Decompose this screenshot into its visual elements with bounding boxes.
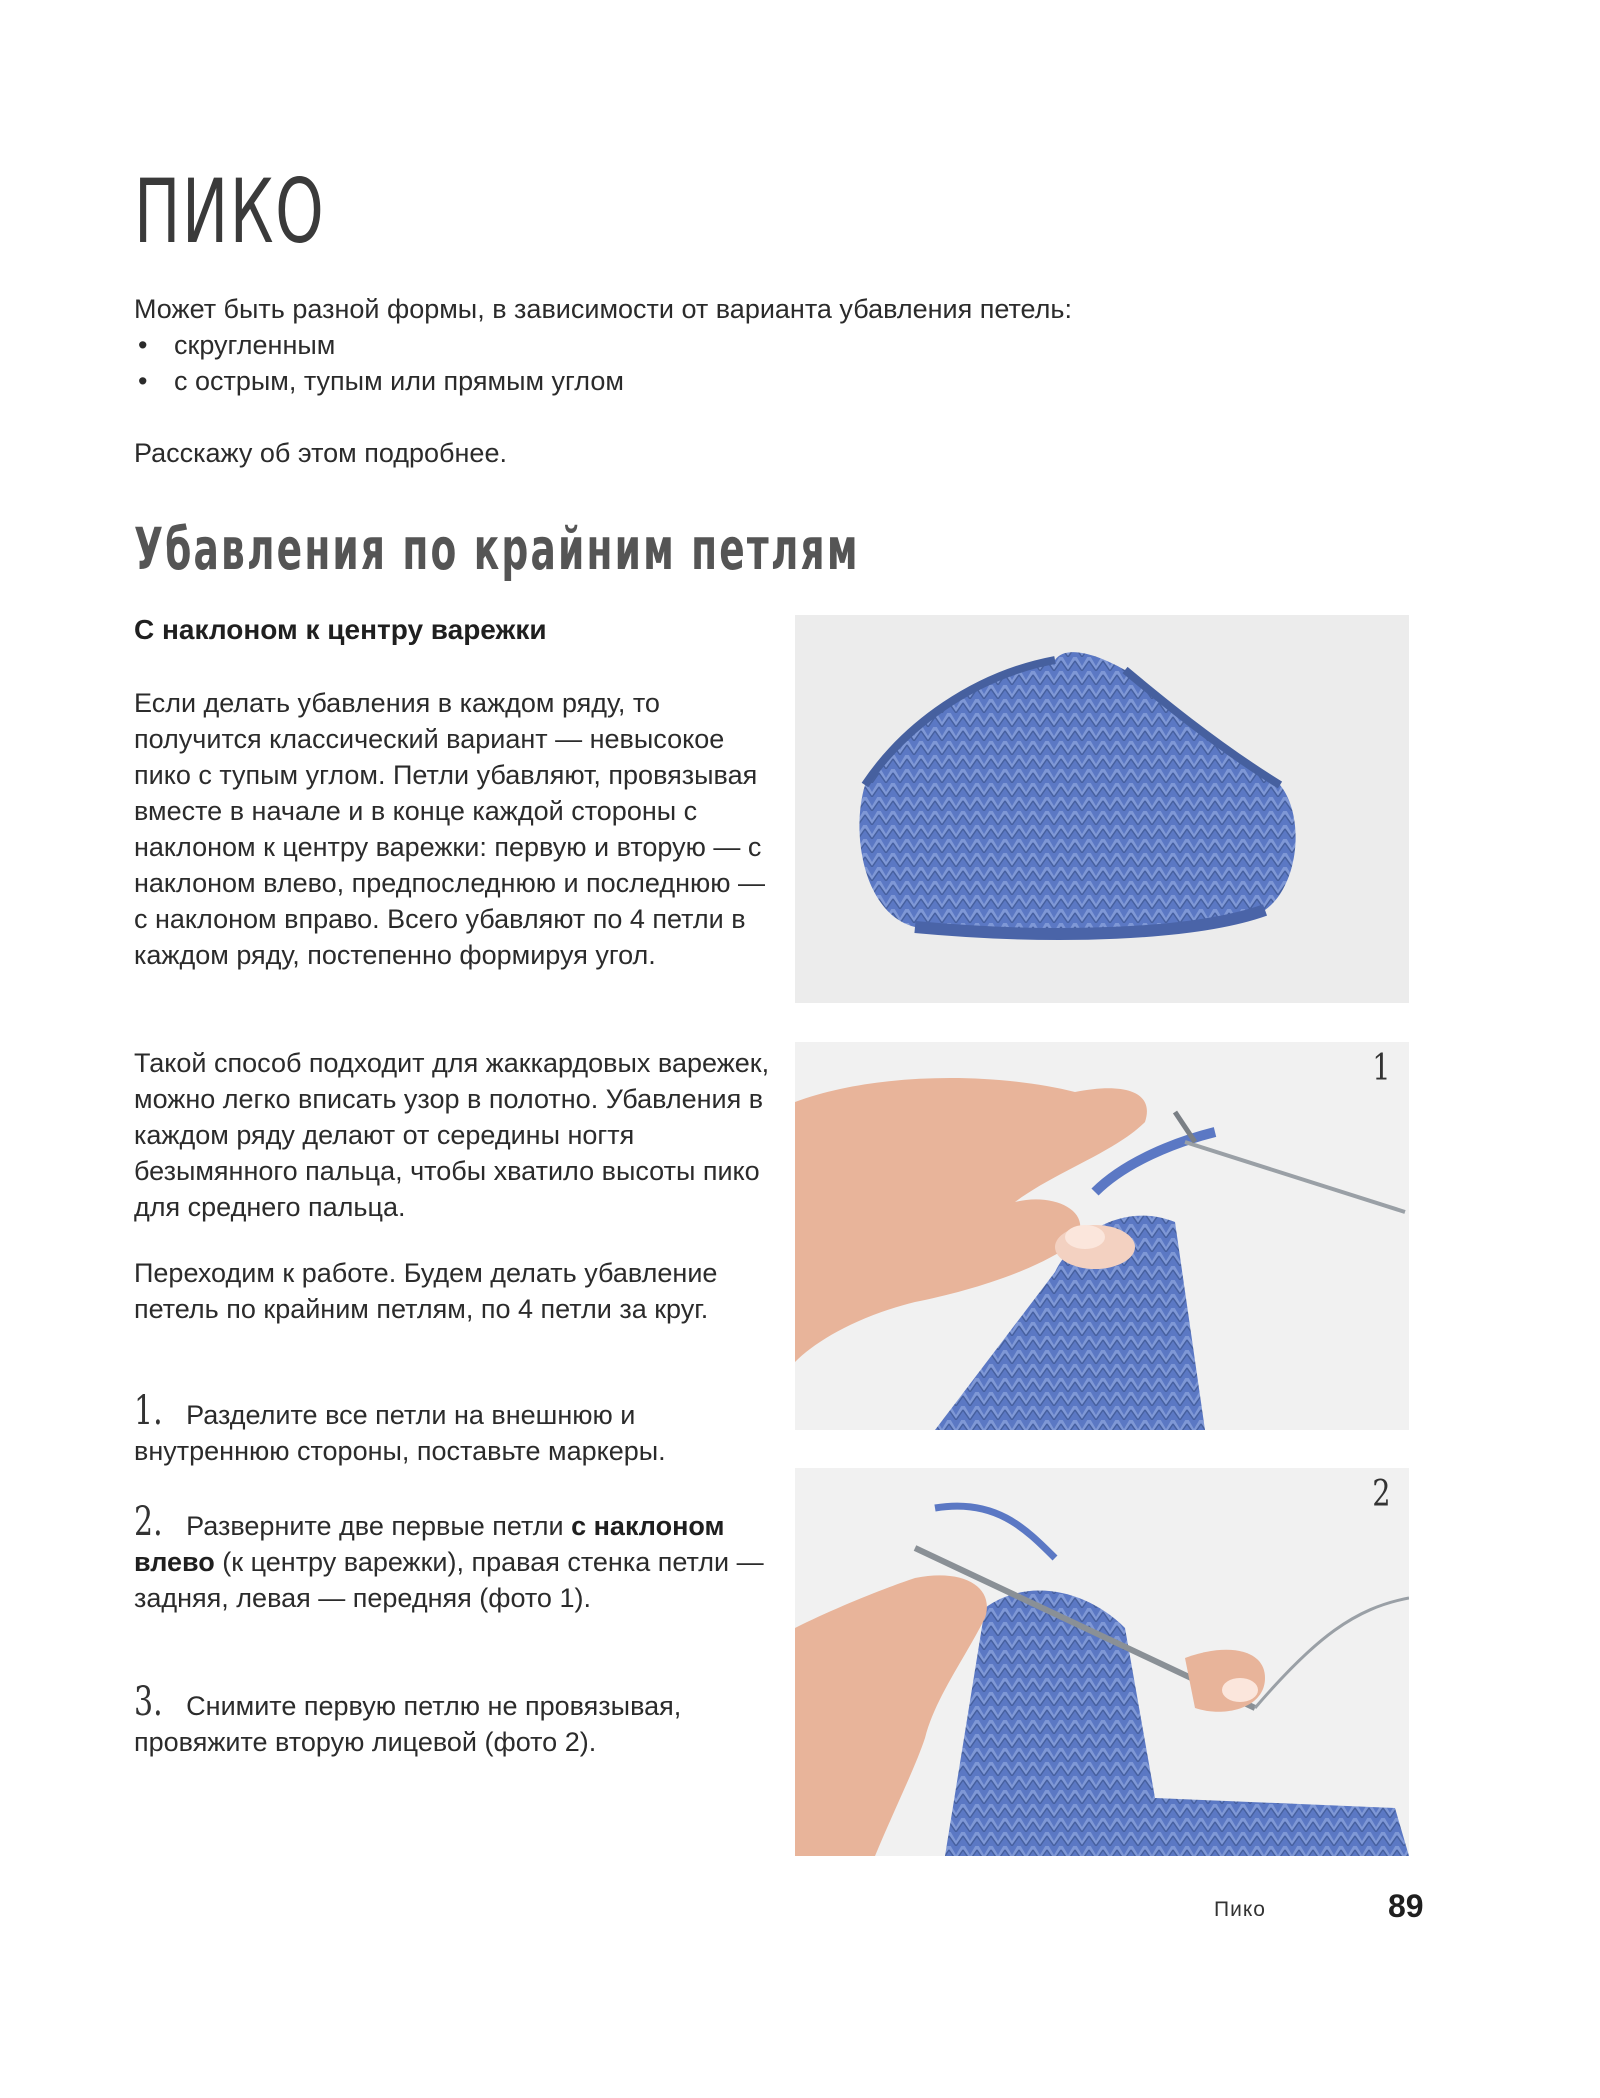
paragraph: Переходим к работе. Будем делать убавление петель по крайним петлям, по 4 петли за круг. (134, 1258, 718, 1324)
page-title: ПИКО (134, 160, 326, 263)
shape-list (134, 327, 624, 399)
step-text-bold: с наклоном влево (134, 1511, 725, 1577)
intro-text: Может быть разной формы, в зависимости от варианта убавления петель: (134, 294, 1072, 324)
step-photo-2 (795, 1468, 1409, 1856)
step-photo-1 (795, 1042, 1409, 1430)
paragraph: Такой способ подходит для жаккардовых варежек, можно легко вписать узор в полотно. Убавления в каждом ряду делают от середины ногтя безымянного пальца, чтобы хватило высоты пико для среднего пальца. (134, 1048, 770, 1222)
tell-more-text: Расскажу об этом подробнее. (134, 438, 507, 468)
step-text: Разделите все петли на внешнюю и внутреннюю стороны, поставьте маркеры. (134, 1400, 666, 1466)
subsection-title: С наклоном к центру варежки (134, 614, 547, 645)
step-3 (134, 1679, 774, 1760)
photo-number: 1 (1372, 1048, 1391, 1089)
step-text: (к центру варежки), правая стенка петли — задняя, левая — передняя (фото 1). (134, 1547, 764, 1613)
list-item: • с острым, тупым или прямым углом (134, 363, 624, 399)
photo-number: 2 (1372, 1474, 1391, 1515)
knitted-pico-photo (795, 615, 1409, 1003)
footer-section: Пико (1214, 1898, 1266, 1921)
step-number: 3. (134, 1679, 163, 1725)
list-item: • скругленным (134, 327, 624, 363)
paragraph: Если делать убавления в каждом ряду, то получится классический вариант — невысокое пико с тупым углом. Петли убавляют, провязывая вместе в начале и в конце каждой стороны с наклоном к центру варежки: первую и вторую — с наклоном влево, предпоследнюю и последнюю — с наклоном вправо. Всего убавляют по 4 петли в каждом ряду, постепенно формируя угол. (134, 688, 766, 970)
step-1 (134, 1388, 774, 1469)
step-2 (134, 1499, 774, 1616)
page-number: 89 (1388, 1888, 1424, 1924)
step-number: 2. (134, 1499, 163, 1545)
step-text: Снимите первую петлю не провязывая, провяжите вторую лицевой (фото 2). (134, 1691, 682, 1757)
section-title: Убавления по крайним петлям (134, 515, 860, 583)
step-number: 1. (134, 1388, 163, 1434)
step-text: Разверните две первые петли (186, 1511, 572, 1541)
